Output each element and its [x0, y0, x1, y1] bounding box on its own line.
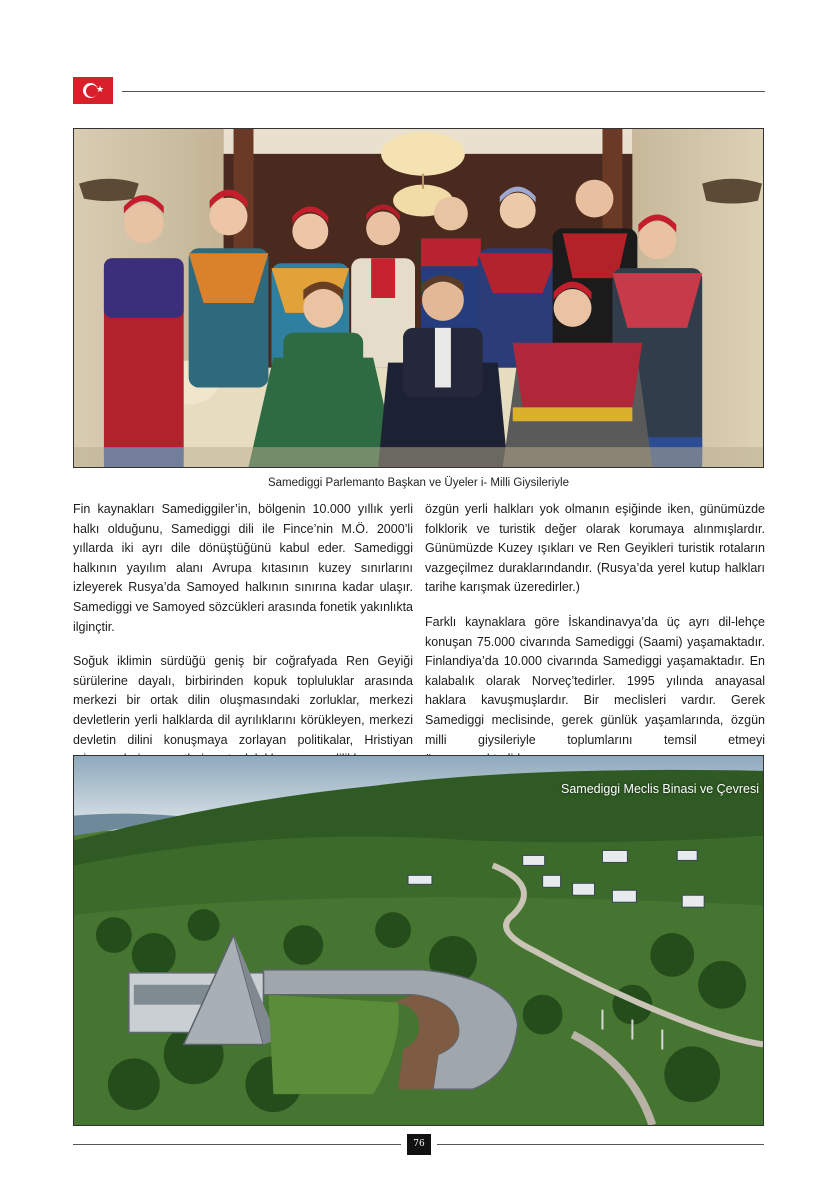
parliament-building-photo [73, 755, 764, 1126]
group-portrait-illustration [74, 129, 763, 467]
right-text-column [425, 500, 765, 785]
footer-rule-left [73, 1144, 401, 1145]
paragraph: Farklı kaynaklara göre İskandinavya’da üç ayrı dil-lehçe konuşan 75.000 civarında Samediggi (Saami) yaşamaktadır. Finlandiya’da 10.000 civarında Samediggi yaşamaktadır. En kalabalık olarak Norveç’tedirler. 1995 yılında anayasal haklara kavuşmuşlardır. Bir meclisleri vardır. Gerek Samediggi meclisinde, gerek günlük yaşamlarında, özgün milli giysileriyle toplumlarını temsil etmeyi [425, 614, 765, 747]
header-rule [122, 91, 765, 92]
paragraph: özgün yerli halkları yok olmanın eşiğinde iken, günümüzde folklorik ve turistik değer olarak korumaya alınmışlardır. Günümüzde Kuzey ışıkları ve Ren Geyikleri turistik rotaların vazgeçilmez duraklarındandır. (Rusya’da yerel kutup halkları tarihe karışmak üzeredirler.) [425, 502, 765, 595]
group-portrait-photo [73, 128, 764, 468]
paragraph: Soğuk iklimin sürdüğü geniş bir coğrafyada Ren Geyiği sürülerine dayalı, birbirinden kopuk topluluklar arasında merkezi bir ortak dilin oluşmasındaki zorluklar, merkezi devletlerin yerli halklarda dil ayrılıklarını körükleyen, merkezi devletin dilini konuşmaya zorlayan politikalar, Hristiyan [73, 654, 413, 747]
turkish-flag-icon [73, 77, 113, 104]
building-photo-caption: Samediggi Meclis Binasi ve Çevresi [561, 782, 759, 796]
paragraph: Fin kaynakları Samediggiler’in, bölgenin 10.000 yıllık yerli halkı olduğunu, Samediggi dili ile Fince’nin M.Ö. 2000’li yıllarda iki ayrı dile dönüştüğünü kabul eder. Samediggi halkının yayılım alanı Avrupa kıtasının kuzey sınırlarını izleyerek Rusya’da Samoyed halkının sınırına kadar ulaşır. Samediggi ve Samoyed sözcükleri arasında fonetik yakınlıkta ilginçtir. [73, 502, 413, 634]
flag-star-icon: ★ [96, 85, 105, 95]
group-photo-caption: Samediggi Parlemanto Başkan ve Üyeler i- Milli Giysileriyle [267, 477, 570, 489]
parliament-aerial-illustration [74, 756, 763, 1125]
footer-rule-right [437, 1144, 764, 1145]
page-number: 76 [407, 1134, 431, 1155]
